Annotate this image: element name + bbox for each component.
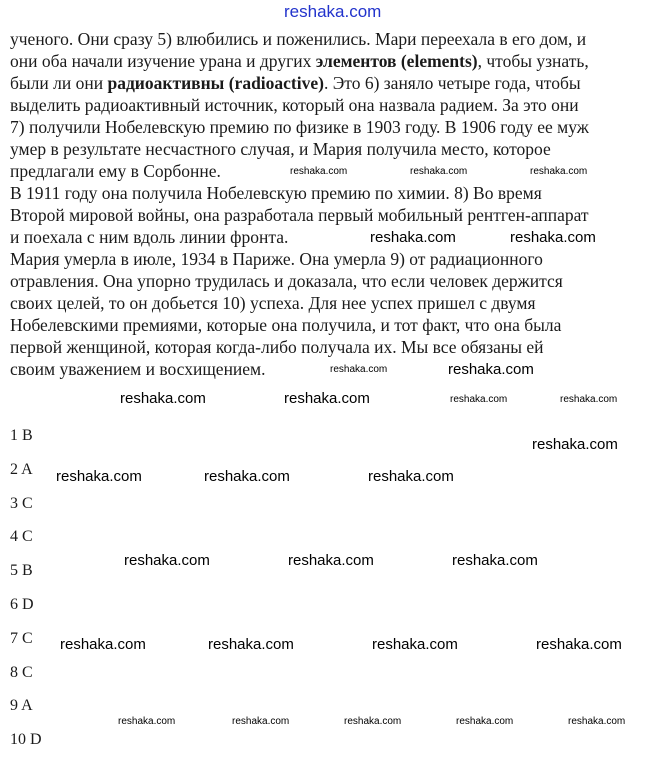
text-line xyxy=(10,72,581,94)
watermark: reshaka.com xyxy=(344,716,402,727)
watermark: reshaka.com xyxy=(568,716,626,727)
text-segment: умер в результате несчастного случая, и Мария получила место, которое xyxy=(10,139,551,159)
watermark: reshaka.com xyxy=(118,716,176,727)
watermark: reshaka.com xyxy=(60,636,146,653)
watermark: reshaka.com xyxy=(530,166,588,177)
text-segment: Второй мировой войны, она разработала первый мобильный рентген-аппарат xyxy=(10,205,589,225)
text-line xyxy=(10,358,266,380)
text-segment: своих целей, то он добьется 10) успеха. Для нее успех пришел с двумя xyxy=(10,293,536,313)
answer-item: 1 B xyxy=(10,427,33,444)
answer-item: 7 C xyxy=(10,629,33,647)
text-segment: выделить радиоактивный источник, который она назвала радием. За это они xyxy=(10,95,579,115)
watermark: reshaka.com xyxy=(456,716,514,727)
text-segment: , чтобы узнать, xyxy=(477,51,589,71)
watermark: reshaka.com xyxy=(560,394,618,405)
text-line xyxy=(10,94,579,116)
text-segment: ученого. Они сразу 5) влюбились и поженились. Мари переехала в его дом, и xyxy=(10,29,587,49)
watermark: reshaka.com xyxy=(204,468,290,485)
answer-item: 2 A xyxy=(10,460,33,478)
text-line xyxy=(10,226,288,248)
text-line xyxy=(10,248,543,270)
text-segment: 7) получили Нобелевскую премию по физике в 1903 году. В 1906 году ее муж xyxy=(10,117,589,137)
watermark: reshaka.com xyxy=(510,229,596,246)
bold-term: элементов (elements) xyxy=(315,51,478,71)
watermark: reshaka.com xyxy=(124,552,210,569)
watermark: reshaka.com xyxy=(232,716,290,727)
watermark: reshaka.com xyxy=(450,394,508,405)
text-line xyxy=(10,204,589,226)
text-segment: предлагали ему в Сорбонне. xyxy=(10,161,221,181)
watermark: reshaka.com xyxy=(536,636,622,653)
watermark: reshaka.com xyxy=(370,229,456,246)
watermark: reshaka.com xyxy=(368,468,454,485)
text-segment: были ли они xyxy=(10,73,108,93)
watermark: reshaka.com xyxy=(284,390,370,407)
text-segment: своим уважением и восхищением. xyxy=(10,359,266,379)
text-line xyxy=(10,336,544,358)
answer-item: 6 D xyxy=(10,596,34,613)
answer-item: 9 A xyxy=(10,697,33,715)
text-line xyxy=(10,160,221,182)
answer-item: 10 D xyxy=(10,731,42,749)
watermark: reshaka.com xyxy=(56,468,142,485)
watermark: reshaka.com xyxy=(290,166,348,177)
answer-item: 8 C xyxy=(10,663,33,681)
bold-term: радиоактивны (radioactive) xyxy=(107,73,324,93)
watermark: reshaka.com xyxy=(532,436,618,453)
text-segment: отравления. Она упорно трудилась и доказала, что если человек держится xyxy=(10,271,563,291)
watermark: reshaka.com xyxy=(208,636,294,653)
text-segment: . Это 6) заняло четыре года, чтобы xyxy=(323,73,581,93)
header-watermark: reshaka.com xyxy=(284,2,382,21)
answer-item: 3 C xyxy=(10,494,33,512)
text-line xyxy=(10,50,589,72)
text-segment: и поехала с ним вдоль линии фронта. xyxy=(10,227,289,247)
text-line xyxy=(10,28,586,50)
watermark: reshaka.com xyxy=(330,364,388,375)
text-segment: первой женщиной, которая когда-либо получала их. Мы все обязаны ей xyxy=(10,337,544,357)
watermark: reshaka.com xyxy=(448,361,534,378)
text-segment: Нобелевскими премиями, которые она получила, и тот факт, что она была xyxy=(10,315,562,335)
answer-item: 4 C xyxy=(10,528,33,546)
watermark: reshaka.com xyxy=(410,166,468,177)
text-segment: В 1911 году она получила Нобелевскую премию по химии. 8) Во время xyxy=(10,183,542,203)
answer-item: 5 B xyxy=(10,562,33,580)
watermark: reshaka.com xyxy=(120,390,206,407)
text-segment: они оба начали изучение урана и других xyxy=(10,51,316,71)
text-segment: Мария умерла в июле, 1934 в Париже. Она умерла 9) от радиационного xyxy=(10,249,543,269)
watermark: reshaka.com xyxy=(452,552,538,569)
text-line xyxy=(10,116,589,138)
watermark: reshaka.com xyxy=(372,636,458,653)
text-line xyxy=(10,292,536,314)
watermark: reshaka.com xyxy=(288,552,374,569)
text-line xyxy=(10,270,563,292)
text-line xyxy=(10,182,542,204)
text-line xyxy=(10,314,561,336)
text-line xyxy=(10,138,551,160)
